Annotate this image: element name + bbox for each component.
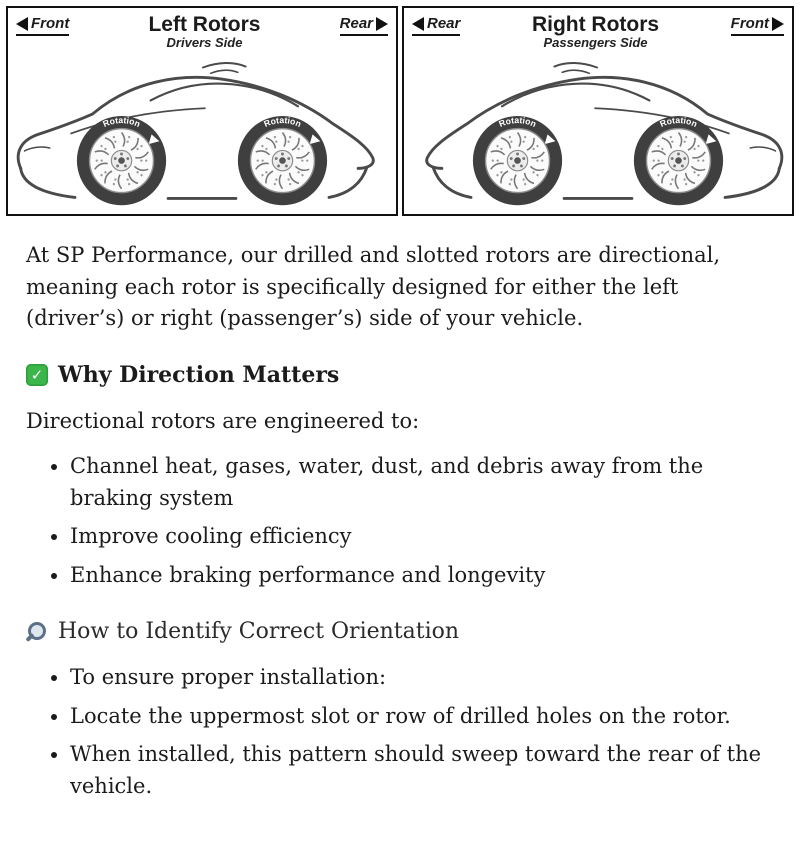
direction-text: Rear <box>339 15 373 32</box>
right-panel-header <box>404 8 792 50</box>
left-arrow-icon <box>412 17 424 31</box>
front-direction-label <box>16 15 69 36</box>
list-item: • Channel heat, gases, water, dust, and debris away from the braking system <box>70 451 774 514</box>
left-arrow-icon <box>16 17 28 31</box>
list-item: • To ensure proper installation: <box>70 662 774 694</box>
panel-subtitle: Drivers Side <box>166 35 243 51</box>
list-item: • Improve cooling efficiency <box>70 521 774 553</box>
right-car-illustration <box>404 52 792 212</box>
panel-subtitle: Passengers Side <box>543 35 648 51</box>
section2-bullet-list <box>26 662 774 802</box>
left-rotors-panel <box>6 6 398 216</box>
right-arrow-icon <box>772 17 784 31</box>
rear-direction-label <box>412 15 460 36</box>
direction-text: Rear <box>427 15 461 32</box>
list-item: • When installed, this pattern should sweep toward the rear of the vehicle. <box>70 739 774 802</box>
rotor-direction-diagram <box>6 6 794 216</box>
right-rotors-panel <box>402 6 794 216</box>
direction-text: Front <box>31 15 70 32</box>
check-icon: ✓ <box>26 364 48 386</box>
section-heading-why-direction-matters <box>26 359 774 392</box>
panel-title: Right Rotors <box>531 13 660 36</box>
panel-title-block <box>532 13 659 50</box>
article-body <box>0 216 800 844</box>
rear-direction-label <box>340 15 388 36</box>
section1-bullet-list <box>26 451 774 591</box>
list-item: • Locate the uppermost slot or row of drilled holes on the rotor. <box>70 701 774 733</box>
magnifier-handle <box>25 632 34 641</box>
intro-paragraph: At SP Performance, our drilled and slotted rotors are directional, meaning each rotor is specifically designed for either the left (driver’s) or right (passenger’s) side of your vehicle. <box>26 243 721 330</box>
direction-text: Front <box>730 15 769 32</box>
panel-title-block <box>148 13 260 50</box>
list-item: • Enhance braking performance and longevity <box>70 560 774 592</box>
section-heading-identify-orientation <box>26 615 774 648</box>
left-car-illustration <box>8 52 396 212</box>
front-direction-label <box>731 15 784 36</box>
heading-text: How to Identify Correct Orientation <box>58 619 460 644</box>
section1-lead: Directional rotors are engineered to: <box>26 408 420 433</box>
magnifier-icon <box>26 621 48 643</box>
panel-title: Left Rotors <box>148 13 261 36</box>
right-arrow-icon <box>376 17 388 31</box>
left-panel-header <box>8 8 396 50</box>
heading-text: Why Direction Matters <box>58 361 340 388</box>
